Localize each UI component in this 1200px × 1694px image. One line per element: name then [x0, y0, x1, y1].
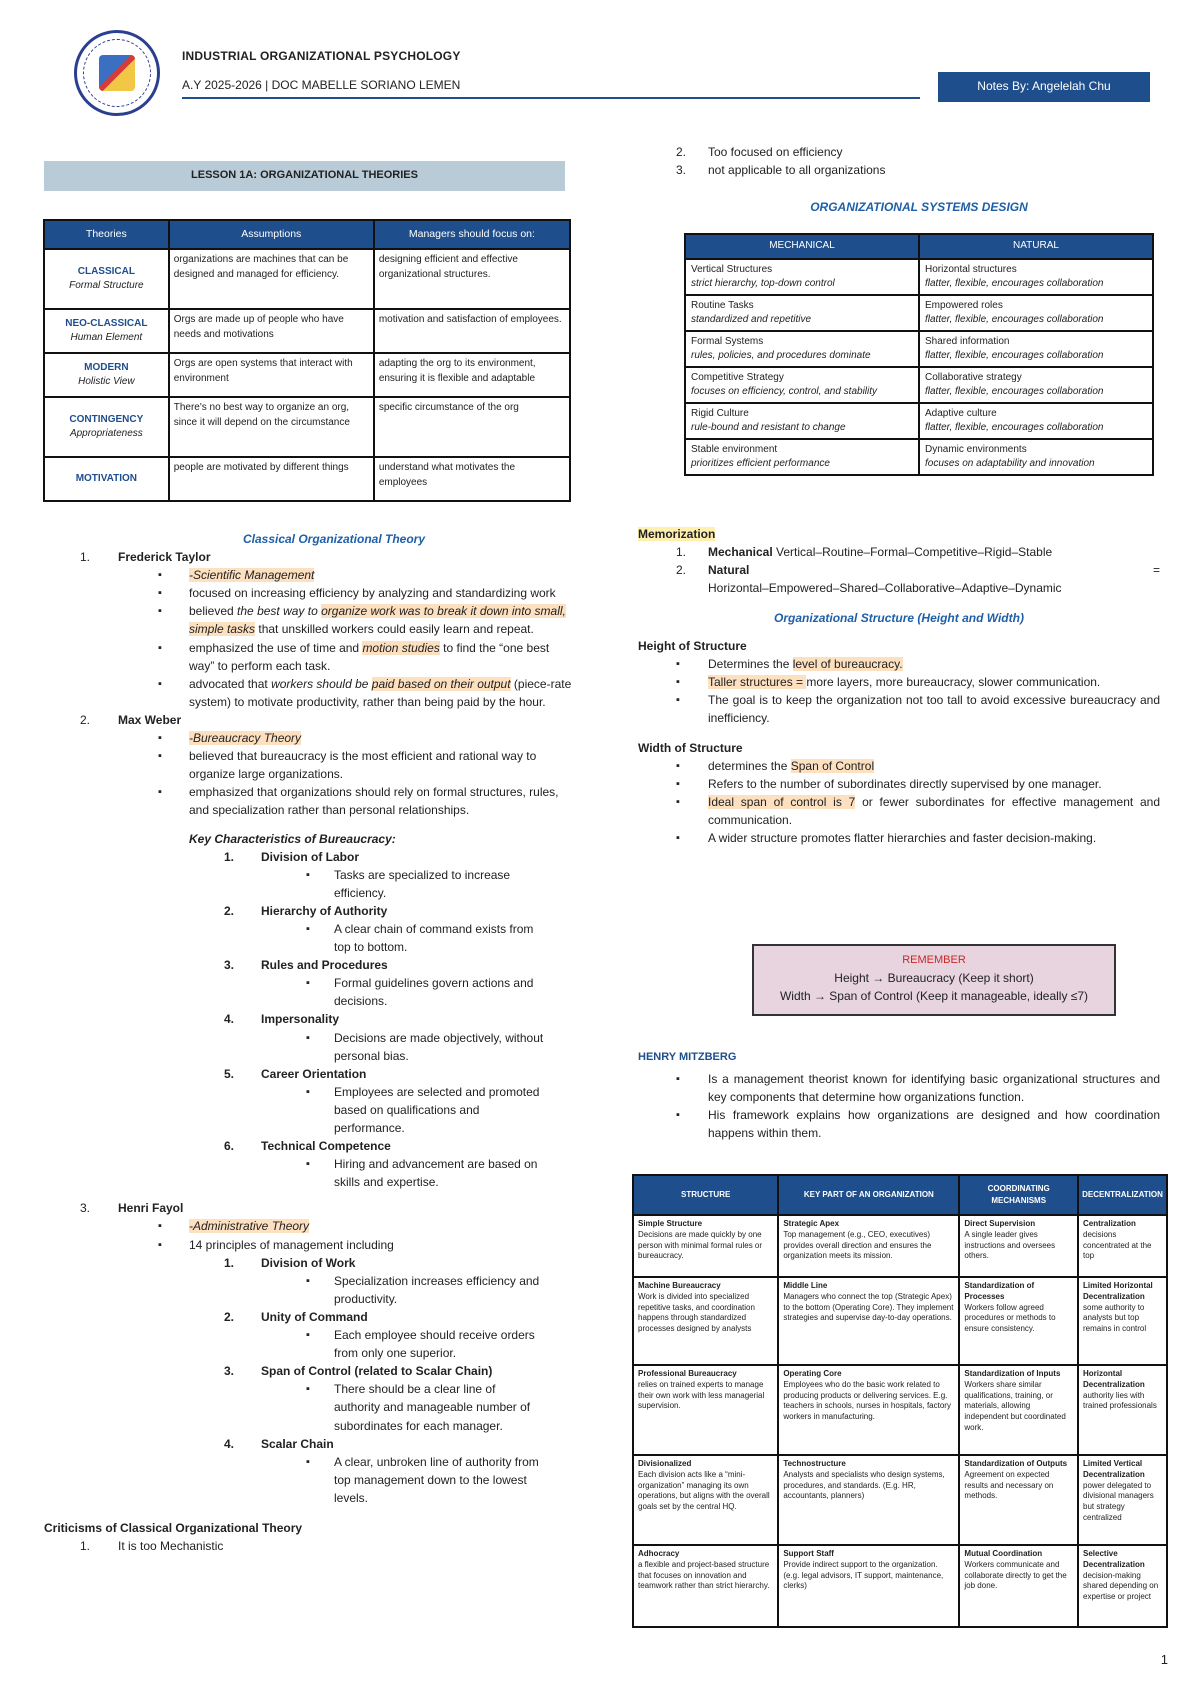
- theorist-name: Henri Fayol: [118, 1201, 184, 1216]
- structure-title: Organizational Structure (Height and Width): [774, 611, 1024, 625]
- table-row: Machine Bureaucracy Work is divided into specialized repetitive tasks, and coordination happens through standardized processes designed by analysts Middle Line Managers who connect the top (Strategic Apex) to the bottom (Operating Core). They implement strategies and supervise day-to-day operations. Standardization of Processes Workers follow agreed procedures or methods to ensure consistency. Limited Horizontal Decentralization some authority to analysts but top remains in control: [633, 1277, 1167, 1365]
- theory-assumption: Orgs are made up of people who have needs and motivations: [169, 309, 374, 353]
- bullet-item: ▪ determines the Span of Control: [638, 757, 1160, 775]
- sub-list-item: 4. Impersonality: [224, 1012, 340, 1027]
- remember-line: Height → Bureaucracy (Keep it short): [834, 970, 1034, 985]
- table-header: NATURAL: [919, 234, 1153, 259]
- bullet-item: [44, 729, 584, 747]
- theory-assumption: Orgs are open systems that interact with environment: [169, 353, 374, 397]
- table-row: Professional Bureaucracy relies on trained experts to manage their own work with less managerial supervision. Operating Core Employees who do the basic work related to producing products or delivering services. E.g. teachers in schools, nurses in hospitals, factory workers in manufacturing. Standardization of Inputs Workers share similar qualifications, training, or materials, allowing independent but coordinated work. Horizontal Decentralization authority lies with trained professionals: [633, 1365, 1167, 1455]
- theory-label: -Administrative Theory: [189, 1219, 310, 1234]
- bullet-item: ▪ Is a management theorist known for identifying basic organizational structures and key components that determine how organizations function.: [638, 1070, 1160, 1106]
- mintzberg-table: [632, 1174, 1168, 1628]
- table-header: DECENTRALIZATION: [1078, 1175, 1167, 1215]
- mintzberg-title: HENRY MITZBERG: [638, 1051, 737, 1063]
- memorization-title: Memorization: [638, 527, 716, 541]
- theorist-name: Max Weber: [118, 712, 182, 727]
- table-header: COORDINATING MECHANISMS: [959, 1175, 1078, 1215]
- classical-section: [44, 530, 584, 1555]
- theories-table: [43, 219, 571, 502]
- table-row: [44, 249, 570, 309]
- list-item: 2. Natural =: [676, 563, 1160, 577]
- bullet-item: [44, 566, 584, 584]
- list-item: 1. Frederick Taylor: [44, 548, 584, 566]
- sub-bullet: ▪ There should be a clear line of authority and manageable number of subordinates for each manager.: [44, 1380, 584, 1434]
- bullet-item: ▪ Ideal span of control is 7 or fewer subordinates for effective management and communication.: [638, 793, 1160, 829]
- university-seal-logo: [74, 30, 160, 116]
- theory-label: -Bureaucracy Theory: [189, 731, 302, 746]
- memorization-section: [638, 525, 1160, 847]
- table-row: Simple Structure Decisions are made quickly by one person with minimal formal rules or bureaucracy. Strategic Apex Top management (e.g., CEO, executives) provides overall direction and ensures the organization meets its mission. Direct Supervision A single leader gives instructions and oversees others. Centralization decisions concentrated at the top: [633, 1215, 1167, 1277]
- theory-assumption: organizations are machines that can be designed and managed for efficiency.: [169, 249, 374, 309]
- list-item: 2. Max Weber: [44, 711, 584, 729]
- table-row: [44, 309, 570, 353]
- theory-name: MODERN: [84, 361, 129, 373]
- remember-callout: [752, 944, 1116, 1016]
- list-item: 2. Too focused on efficiency: [676, 145, 843, 159]
- theory-label: -Scientific Management: [189, 568, 315, 583]
- height-title: Height of Structure: [638, 639, 747, 653]
- header-divider: [182, 97, 920, 99]
- sub-bullet: ▪ Hiring and advancement are based on skills and expertise.: [44, 1155, 584, 1191]
- bullet-item: ▪ emphasized that organizations should rely on formal structures, rules, and specialization rather than personal relationships.: [44, 783, 584, 819]
- sub-bullet: ▪ Formal guidelines govern actions and decisions.: [44, 974, 584, 1010]
- bullet-item: ▪ Taller structures = more layers, more bureaucracy, slower communication.: [638, 673, 1160, 691]
- bullet-item: ▪ believed the best way to organize work was to break it down into small, simple tasks that unskilled workers could easily learn and repeat.: [44, 602, 584, 638]
- sub-list-item: 3. Rules and Procedures: [224, 958, 388, 973]
- table-header: Managers should focus on:: [374, 220, 570, 249]
- sub-list-item: 1. Division of Work: [224, 1255, 356, 1270]
- table-row: Vertical Structures strict hierarchy, top-down control Horizontal structures flatter, flexible, encourages collaboration: [685, 259, 1153, 295]
- bullet-item: ▪ His framework explains how organizations are designed and how coordination happens within them.: [638, 1106, 1160, 1142]
- table-row: Divisionalized Each division acts like a “mini-organization” managing its own operations, but aligns with the overall goals set by the central HQ. Technostructure Analysts and specialists who design systems, procedures, and standards. (E.g. HR, accountants, planners) Standardization of Outputs Agreement on expected results and necessary on methods. Limited Vertical Decentralization power delegated to divisional managers but strategy centralized: [633, 1455, 1167, 1545]
- sub-bullet: ▪ Specialization increases efficiency and productivity.: [44, 1272, 584, 1308]
- sub-list-item: 5. Career Orientation: [224, 1066, 367, 1081]
- sub-list-item: 2. Unity of Command: [224, 1309, 368, 1324]
- table-row: [44, 457, 570, 501]
- bullet-item: ▪ 14 principles of management including: [44, 1236, 584, 1254]
- theory-assumption: people are motivated by different things: [169, 457, 374, 501]
- table-row: Formal Systems rules, policies, and procedures dominate Shared information flatter, flexible, encourages collaboration: [685, 331, 1153, 367]
- theory-name: CONTINGENCY: [69, 413, 144, 425]
- criticisms-title: Criticisms of Classical Organizational Theory: [44, 1520, 303, 1535]
- sub-list-item: 3. Span of Control (related to Scalar Chain): [224, 1364, 493, 1379]
- theory-focus: designing efficient and effective organizational structures.: [374, 249, 570, 309]
- sub-bullet: ▪ Decisions are made objectively, without personal bias.: [44, 1029, 584, 1065]
- sub-bullet: ▪ A clear, unbroken line of authority from top management down to the lowest levels.: [44, 1453, 584, 1507]
- table-row: Adhocracy a flexible and project-based structure that focuses on innovation and teamwork rather than strict hierarchy. Support Staff Provide indirect support to the organization. (e.g. legal advisors, IT support, maintenance, clerks) Mutual Coordination Workers communicate and collaborate directly to get the job done. Selective Decentralization decision-making shared depending on expertise or project: [633, 1545, 1167, 1627]
- table-header: STRUCTURE: [633, 1175, 778, 1215]
- theory-sub: Human Element: [70, 332, 143, 343]
- bullet-item: ▪ The goal is to keep the organization not too tall to avoid excessive bureaucracy and inefficiency.: [638, 691, 1160, 727]
- sub-list-item: 6. Technical Competence: [224, 1139, 391, 1154]
- theory-sub: Holistic View: [78, 376, 135, 387]
- sub-list-item: 4. Scalar Chain: [224, 1436, 334, 1451]
- sub-bullet: ▪ Each employee should receive orders from only one superior.: [44, 1326, 584, 1362]
- list-item: 1. Mechanical Vertical–Routine–Formal–Competitive–Rigid–Stable: [676, 545, 1053, 559]
- table-row: [44, 353, 570, 397]
- sub-bullet: ▪ Employees are selected and promoted based on qualifications and performance.: [44, 1083, 584, 1137]
- remember-line: Width → Span of Control (Keep it manageable, ideally ≤7): [779, 988, 1089, 1003]
- theory-name: NEO-CLASSICAL: [65, 317, 148, 329]
- theory-sub: Formal Structure: [69, 280, 144, 291]
- table-row: Routine Tasks standardized and repetitive Empowered roles flatter, flexible, encourages collaboration: [685, 295, 1153, 331]
- theorist-name: Frederick Taylor: [118, 550, 211, 565]
- course-subtitle: A.Y 2025-2026 | DOC MABELLE SORIANO LEMEN: [182, 78, 461, 92]
- list-item: 3. not applicable to all organizations: [676, 163, 886, 177]
- width-title: Width of Structure: [638, 741, 743, 755]
- remember-title: REMEMBER: [902, 954, 966, 966]
- table-header: KEY PART OF AN ORGANIZATION: [778, 1175, 959, 1215]
- theory-focus: understand what motivates the employees: [374, 457, 570, 501]
- table-header: Assumptions: [169, 220, 374, 249]
- bullet-item: [44, 1217, 584, 1235]
- bullet-item: ▪ advocated that workers should be paid based on their output (piece-rate system) to motivate productivity, rather than being paid by the hour.: [44, 675, 584, 711]
- systems-design-table: [684, 233, 1154, 476]
- theory-focus: motivation and satisfaction of employees.: [374, 309, 570, 353]
- theory-focus: adapting the org to its environment, ensuring it is flexible and adaptable: [374, 353, 570, 397]
- list-item: 1. It is too Mechanistic: [80, 1539, 224, 1554]
- theory-sub: Appropriateness: [69, 428, 143, 439]
- mintzberg-section: [638, 1048, 1160, 1142]
- table-header-row: [633, 1175, 1167, 1215]
- lesson-banner: LESSON 1A: ORGANIZATIONAL THEORIES: [44, 161, 565, 191]
- table-row: Stable environment prioritizes efficient performance Dynamic environments focuses on adaptability and innovation: [685, 439, 1153, 475]
- table-row: Rigid Culture rule-bound and resistant to change Adaptive culture flatter, flexible, encourages collaboration: [685, 403, 1153, 439]
- table-row: Competitive Strategy focuses on efficiency, control, and stability Collaborative strategy flatter, flexible, encourages collaboration: [685, 367, 1153, 403]
- theory-name: CLASSICAL: [77, 265, 135, 277]
- list-item-continuation: Horizontal–Empowered–Shared–Collaborative–Adaptive–Dynamic: [708, 581, 1062, 595]
- criticisms-continued: [638, 143, 1158, 179]
- section-title: Classical Organizational Theory: [242, 532, 426, 546]
- page-number: 1: [1160, 1652, 1168, 1668]
- bullet-item: ▪ A wider structure promotes flatter hierarchies and faster decision-making.: [638, 829, 1160, 847]
- table-header: Theories: [44, 220, 169, 249]
- theory-name: MOTIVATION: [75, 472, 137, 484]
- table-header-row: [685, 234, 1153, 259]
- sub-list-item: 2. Hierarchy of Authority: [224, 903, 388, 918]
- notes-by-badge: Notes By: Angelelah Chu: [938, 72, 1150, 102]
- bullet-item: ▪ believed that bureaucracy is the most efficient and rational way to organize large organizations.: [44, 747, 584, 783]
- bullet-item: ▪ emphasized the use of time and motion studies to find the “one best way” to perform each task.: [44, 639, 584, 675]
- bullet-item: ▪ Refers to the number of subordinates directly supervised by one manager.: [638, 775, 1160, 793]
- table-header-row: [44, 220, 570, 249]
- sub-bullet: ▪ A clear chain of command exists from top to bottom.: [44, 920, 584, 956]
- key-characteristics-title: Key Characteristics of Bureaucracy:: [189, 831, 396, 846]
- bullet-item: ▪ Determines the level of bureaucracy.: [638, 655, 1160, 673]
- table-row: [44, 397, 570, 457]
- course-title: INDUSTRIAL ORGANIZATIONAL PSYCHOLOGY: [182, 49, 461, 63]
- sub-bullet: ▪ Tasks are specialized to increase efficiency.: [44, 866, 584, 902]
- theory-focus: specific circumstance of the org: [374, 397, 570, 457]
- theory-assumption: There's no best way to organize an org, since it will depend on the circumstance: [169, 397, 374, 457]
- table-header: MECHANICAL: [685, 234, 919, 259]
- sub-list-item: 1. Division of Labor: [224, 849, 360, 864]
- systems-design-title: ORGANIZATIONAL SYSTEMS DESIGN: [810, 200, 1028, 214]
- list-item: 3. Henri Fayol: [44, 1199, 584, 1217]
- bullet-item: ▪ focused on increasing efficiency by analyzing and standardizing work: [44, 584, 584, 602]
